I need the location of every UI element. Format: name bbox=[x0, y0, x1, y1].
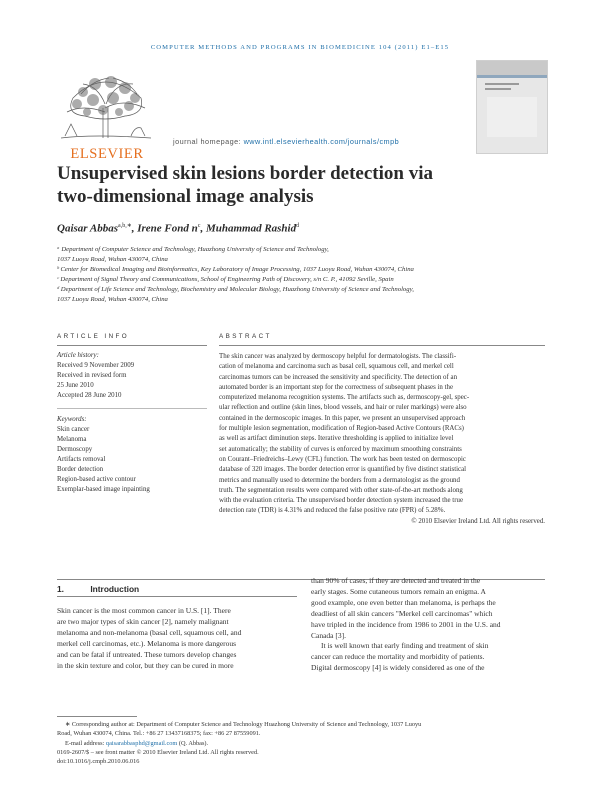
body-line: are two major types of skin cancer [2], namely malignant bbox=[57, 616, 229, 626]
keyword: Dermoscopy bbox=[57, 446, 93, 453]
email-note bbox=[57, 739, 547, 748]
history-entry: Accepted 28 June 2010 bbox=[57, 392, 122, 399]
affiliation-line: 1037 Luoyu Road, Wuhan 430074, China bbox=[57, 296, 168, 303]
keywords-label: Keywords: bbox=[57, 416, 87, 423]
email-label: E-mail address: bbox=[65, 739, 106, 747]
body-line: Skin cancer is the most common cancer in U.S. [1]. There bbox=[57, 606, 231, 615]
corresponding-author-note: ∗ Corresponding author at: Department of Computer Science and Technology Huazhong University of Science and Technology, 1037 Luoyu bbox=[65, 721, 422, 728]
abstract-line: ular reflection and outline (skin lines, blood vessels, and hair or ruler markings) were also bbox=[219, 404, 467, 412]
keyword: Melanoma bbox=[57, 436, 87, 443]
abstract-heading: ABSTRACT bbox=[219, 333, 272, 340]
author-name: Qaisar Abbas bbox=[57, 222, 119, 235]
abstract-line: as well as artifact diminution steps. Iterative thresholding is applied to initialize level bbox=[219, 435, 454, 443]
intro-left-column bbox=[57, 606, 297, 671]
homepage-label: journal homepage: bbox=[173, 137, 244, 146]
abstract-line: for multiple lesion segmentation, modification of Region-based Active Contours (RACs) bbox=[219, 425, 464, 433]
email-suffix: (Q. Abbas). bbox=[177, 739, 209, 747]
email-link[interactable]: qaisarabbasphd@gmail.com bbox=[105, 739, 178, 747]
author-affiliation-marker: a,b,∗ bbox=[118, 223, 132, 229]
intro-right-column bbox=[311, 576, 547, 674]
body-line: and can be fatal if untreated. These tumors develop changes bbox=[57, 649, 237, 659]
title-line: Unsupervised skin lesions border detection via bbox=[57, 163, 433, 184]
abstract-body bbox=[219, 352, 545, 527]
abstract-line: on Courant–Friedreichs–Lewy (CFL) function. The work has been tested on dermoscopic bbox=[219, 455, 466, 463]
affiliation-line: ᵇ Center for Biomedical Imaging and Bioinformatics, Key Laboratory of Image Processing, 1037 Luoyu Road, Wuhan 430074, China bbox=[57, 266, 414, 273]
keyword: Region-based active contour bbox=[57, 476, 136, 483]
affiliation-line: ᶜ Department of Signal Theory and Communications, School of Engineering Path of Discovery, s/n C. P., 41092 Seville, Spain bbox=[57, 276, 394, 283]
section-heading bbox=[57, 584, 139, 594]
affiliation-line: ᵃ Department of Computer Science and Technology, Huazhong University of Science and Technology, bbox=[57, 246, 329, 253]
issn-line: 0169-2607/$ – see front matter © 2010 Elsevier Ireland Ltd. All rights reserved. bbox=[57, 748, 259, 756]
history-label: Article history: bbox=[57, 352, 99, 359]
abstract-line: cation of melanoma and carcinoma such as basal cell, squamous cell, and merkel cell bbox=[219, 363, 454, 371]
section-title: Introduction bbox=[90, 584, 140, 594]
section-number: 1. bbox=[57, 584, 64, 594]
body-line: than 90% of cases, if they are detected and treated in the bbox=[311, 576, 481, 585]
keyword: Border detection bbox=[57, 466, 104, 473]
article-info bbox=[57, 351, 207, 495]
history-entry: Received in revised form bbox=[57, 372, 127, 379]
keyword: Exemplar-based image inpainting bbox=[57, 486, 150, 493]
body-line: merkel cell carcinomas, etc.). Melanoma is more dangerous bbox=[57, 638, 237, 648]
abstract-line: The skin cancer was analyzed by dermoscopy helpful for dermatologists. The classifi- bbox=[219, 353, 457, 360]
homepage-link[interactable]: www.intl.elsevierhealth.com/journals/cmpb bbox=[243, 137, 400, 146]
divider bbox=[57, 596, 297, 597]
abstract-line: set automatically; the stability of curves is enforced by maximum smoothing constraints bbox=[219, 445, 462, 453]
affiliation-line: ᵈ Department of Life Science and Technology, Biochemistry and Molecular Biology, Huazhong University of Science and Technology, bbox=[57, 286, 414, 293]
keyword: Artifacts removal bbox=[57, 456, 106, 463]
author-affiliation-marker: d bbox=[296, 223, 300, 229]
article-info-heading: ARTICLE INFO bbox=[57, 333, 130, 340]
journal-homepage bbox=[173, 137, 399, 146]
journal-cover-thumbnail bbox=[476, 60, 548, 154]
journal-citation: COMPUTER METHODS AND PROGRAMS IN BIOMEDICINE 104 (2011) E1–E15 bbox=[150, 44, 450, 51]
author-list: Qaisar Abbas$^{a,b,∗}$, Irene Fond $n^c$, Muhammad Rashid$^d$ bbox=[57, 222, 300, 235]
footnotes bbox=[57, 720, 547, 766]
abstract-line: database of 320 images. The border detection error is quantified by five distinct statistical bbox=[219, 466, 467, 474]
doi-line[interactable]: doi:10.1016/j.cmpb.2010.06.016 bbox=[57, 758, 140, 766]
history-entry: Received 9 November 2009 bbox=[57, 362, 135, 369]
abstract-line: contained in the dermoscopic images. In this paper, we present an unsupervised approach bbox=[219, 414, 466, 422]
abstract-copyright: © 2010 Elsevier Ireland Ltd. All rights reserved. bbox=[411, 517, 545, 525]
affiliation-line: 1037 Luoyu Road, Wuhan 430074, China bbox=[57, 256, 168, 263]
body-line: in the skin texture and color, but they can be cured in more bbox=[57, 660, 234, 670]
publisher-wordmark: ELSEVIER bbox=[70, 146, 144, 162]
divider bbox=[57, 345, 207, 346]
author-name: Irene Fond n bbox=[137, 222, 198, 235]
divider bbox=[57, 408, 207, 409]
body-line: good example, one even better than melanoma, is perhaps the bbox=[311, 597, 496, 607]
body-line: Digital dermoscopy [4] is widely considered as one of the bbox=[311, 663, 485, 673]
abstract-line: computerized melanoma recognition systems. The artifacts such as, dermoscopy-gel, spec- bbox=[219, 394, 470, 402]
abstract-line: carcinomas tumors can be increased the sensitivity and specificity. The detection of an bbox=[219, 373, 458, 381]
abstract-line: metrics and manually used to determine the borders from a dermatologist as the ground bbox=[219, 476, 460, 484]
body-line: melanoma and non-melanoma (basal cell, squamous cell, and bbox=[57, 627, 242, 637]
keyword: Skin cancer bbox=[57, 426, 90, 433]
abstract-line: truth. The segmentation results were compared with other state-of-the-art methods along bbox=[219, 486, 463, 494]
affiliations bbox=[57, 245, 557, 305]
author-affiliation-marker: c bbox=[197, 223, 201, 229]
body-line: Canada [3]. bbox=[311, 630, 346, 640]
corresponding-author-note: Road, Wuhan 430074, China. Tel.: +86 27 13437168375; fax: +86 27 87559091. bbox=[57, 730, 261, 738]
title-line: two-dimensional image analysis bbox=[57, 186, 314, 207]
body-line: deadliest of all skin cancers "Merkel cell carcinomas" which bbox=[311, 608, 493, 618]
abstract-line: with the evaluation criteria. The unsupervised border detection system increased the true bbox=[219, 497, 464, 505]
footnote-divider bbox=[57, 716, 137, 717]
body-line: have tripled in the incidence from 1986 to 2001 in the U.S. and bbox=[311, 619, 501, 629]
history-entry: 25 June 2010 bbox=[57, 382, 94, 389]
body-line: It is well known that early finding and treatment of skin bbox=[321, 641, 489, 651]
body-line: cancer can reduce the mortality and morbidity of patients. bbox=[311, 652, 485, 662]
abstract-line: automated border is an important step for the correctness of subsequent phases in the bbox=[219, 383, 454, 391]
elsevier-tree-logo bbox=[53, 64, 159, 150]
abstract-line: detection rate (TDR) is 4.31% and reduced the false positive rate (FPR) of 5.28%. bbox=[219, 507, 446, 515]
body-line: early stages. Some cutaneous tumors remain an enigma. A bbox=[311, 586, 486, 596]
article-title bbox=[57, 162, 527, 208]
author-name: Muhammad Rashid bbox=[205, 222, 297, 235]
divider bbox=[219, 345, 545, 346]
